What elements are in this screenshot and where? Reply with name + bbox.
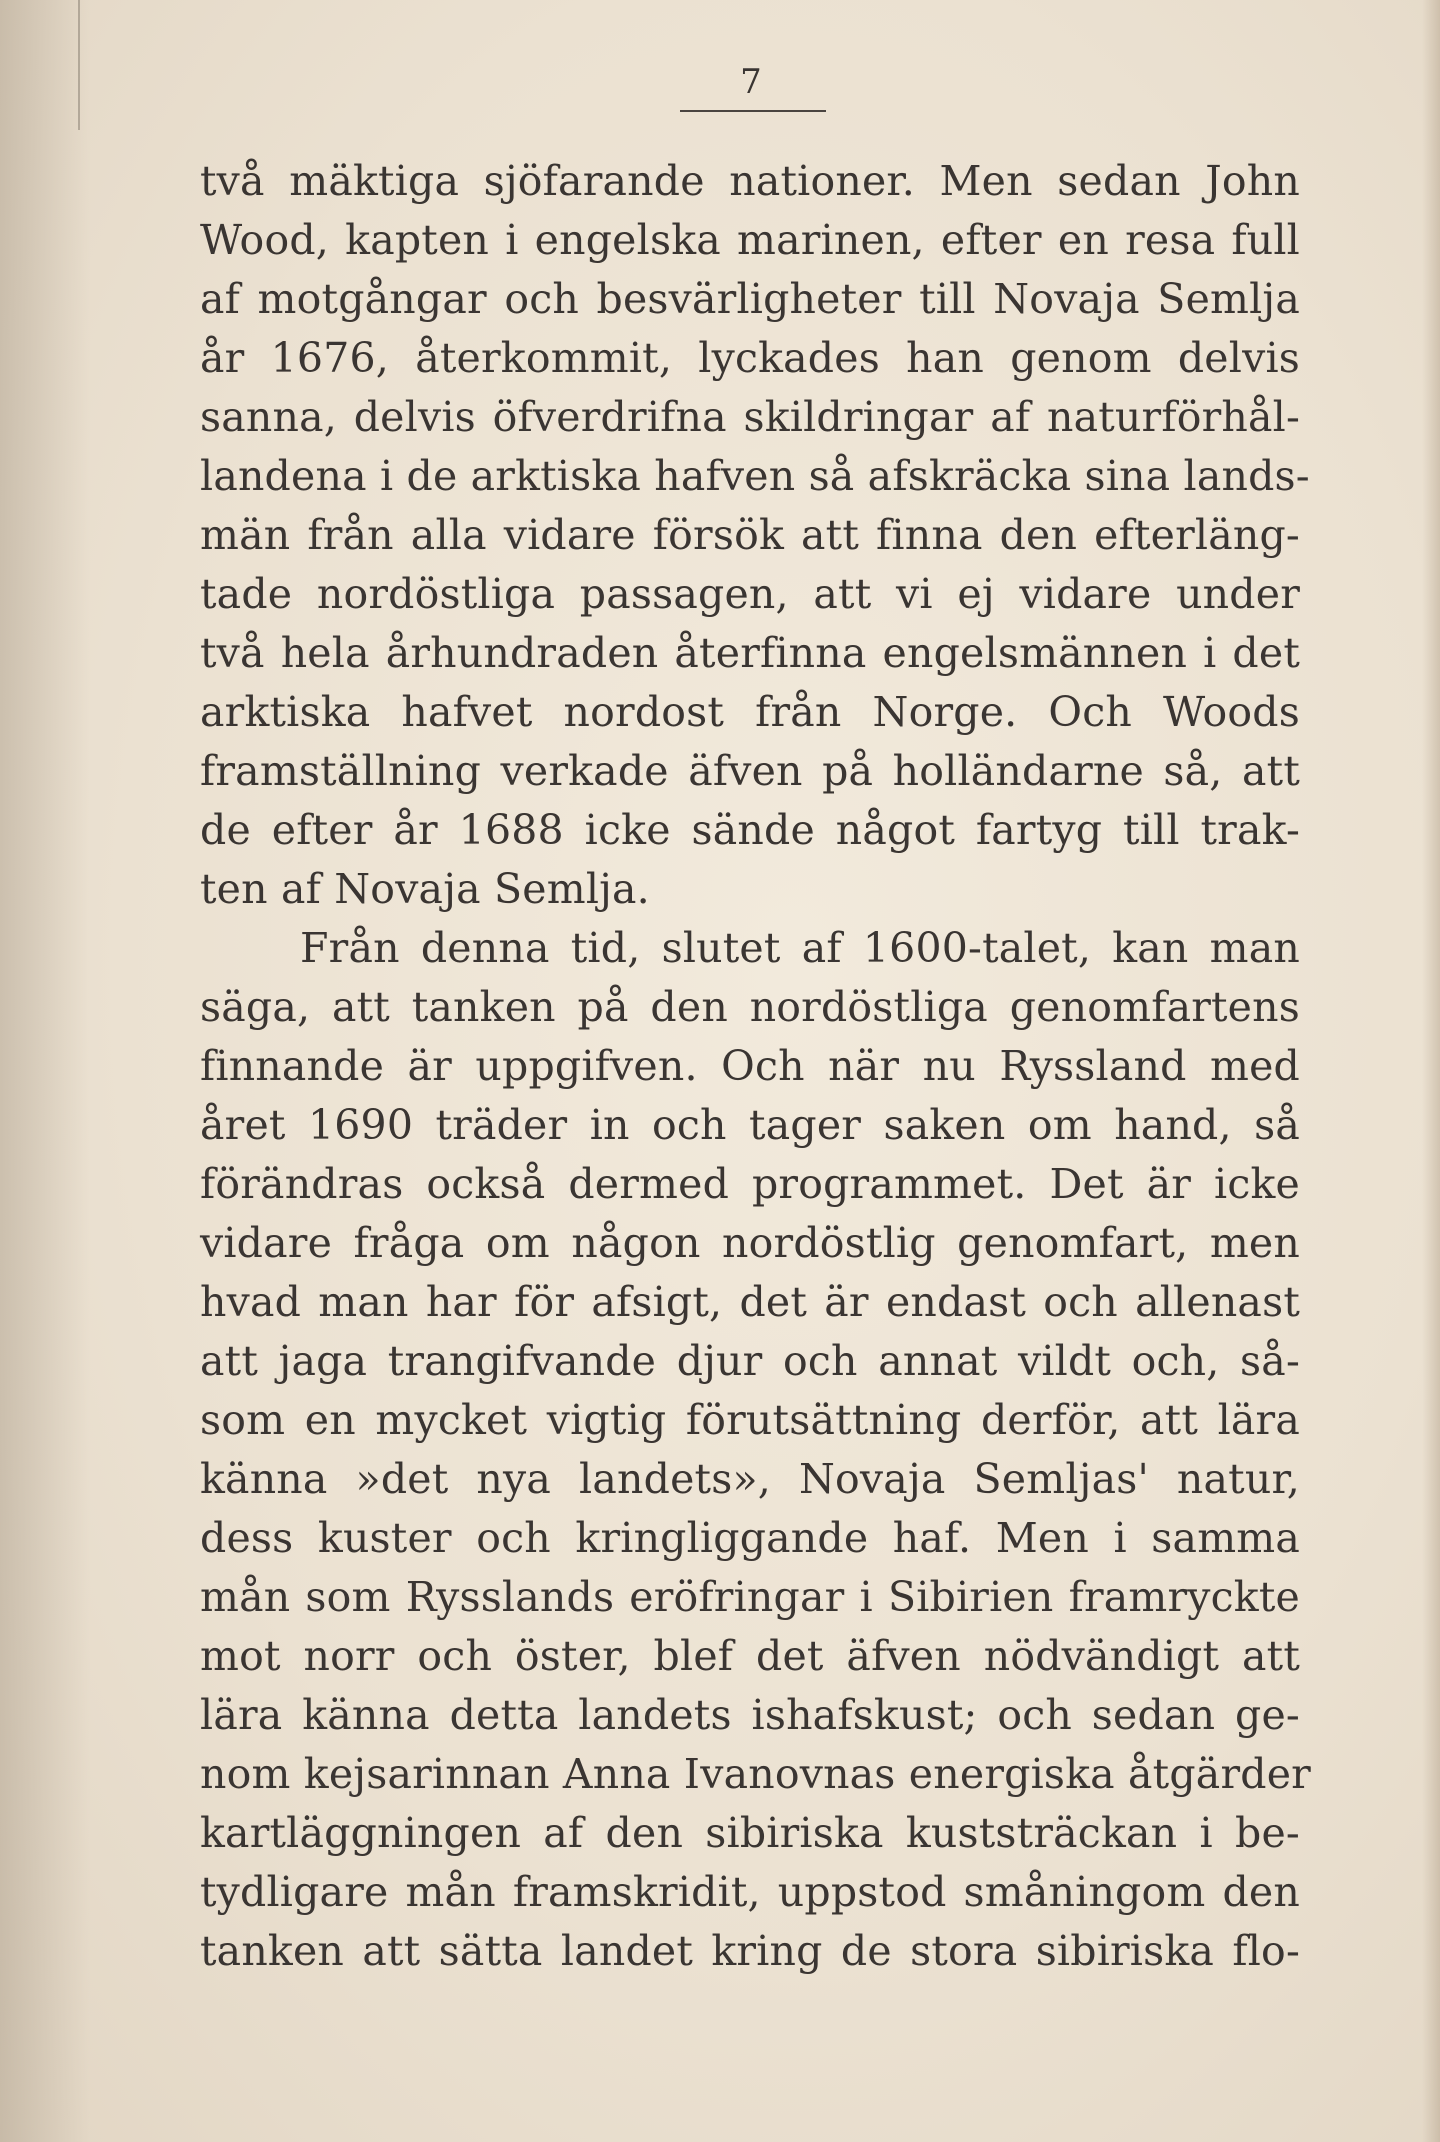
text-line: året 1690 träder in och tager saken om hand, så: [200, 1101, 1300, 1149]
text-line: landena i de arktiska hafven så afskräcka sina lands-: [200, 452, 1310, 500]
text-line: tydligare mån framskridit, uppstod småningom den: [200, 1868, 1300, 1916]
body-text: [200, 152, 1311, 1981]
text-line: vidare fråga om någon nordöstlig genomfart, men: [200, 1219, 1300, 1267]
text-line: sanna, delvis öfverdrifna skildringar af naturförhål-: [200, 393, 1300, 441]
text-line: två mäktiga sjöfarande nationer. Men sedan John: [200, 157, 1300, 205]
page-number: 7: [740, 62, 762, 102]
text-line: mån som Rysslands eröfringar i Sibirien framryckte: [200, 1573, 1300, 1621]
text-line: af motgångar och besvärligheter till Novaja Semlja: [200, 275, 1300, 323]
text-line: dess kuster och kringliggande haf. Men i samma: [200, 1514, 1300, 1562]
text-line: lära känna detta landets ishafskust; och sedan ge-: [200, 1691, 1300, 1739]
text-line: två hela århundraden återfinna engelsmännen i det: [200, 629, 1300, 677]
text-line: Wood, kapten i engelska marinen, efter en resa full: [200, 216, 1300, 264]
page-number-rule: [680, 110, 826, 112]
text-line: tanken att sätta landet kring de stora sibiriska flo-: [200, 1927, 1300, 1975]
text-line: nom kejsarinnan Anna Ivanovnas energiska åtgärder: [200, 1750, 1311, 1798]
text-line: tade nordöstliga passagen, att vi ej vidare under: [200, 570, 1300, 618]
text-line: år 1676, återkommit, lyckades han genom delvis: [200, 334, 1300, 382]
text-line: de efter år 1688 icke sände något fartyg till trak-: [200, 806, 1300, 854]
text-line: säga, att tanken på den nordöstliga genomfartens: [200, 983, 1300, 1031]
text-line: mot norr och öster, blef det äfven nödvändigt att: [200, 1632, 1300, 1680]
gutter-crease: [78, 0, 80, 130]
text-line: arktiska hafvet nordost från Norge. Och Woods: [200, 688, 1300, 736]
text-line: män från alla vidare försök att finna den efterläng-: [200, 511, 1300, 559]
text-line: framställning verkade äfven på holländarne så, att: [200, 747, 1300, 795]
text-line: förändras också dermed programmet. Det är icke: [200, 1160, 1300, 1208]
text-line: känna »det nya landets», Novaja Semljas' natur,: [200, 1455, 1300, 1503]
text-line: som en mycket vigtig förutsättning derför, att lära: [200, 1396, 1300, 1444]
text-line: att jaga trangifvande djur och annat vildt och, så-: [200, 1337, 1300, 1385]
text-line: finnande är uppgifven. Och när nu Ryssland med: [200, 1042, 1300, 1090]
page-edge: [1422, 0, 1440, 2142]
gutter-shadow: [0, 0, 90, 2142]
text-line: kartläggningen af den sibiriska kuststräckan i be-: [200, 1809, 1300, 1857]
text-line: hvad man har för afsigt, det är endast och allenast: [200, 1278, 1300, 1326]
text-line: Från denna tid, slutet af 1600-talet, kan man: [300, 924, 1300, 972]
text-line: ten af Novaja Semlja.: [200, 865, 650, 913]
